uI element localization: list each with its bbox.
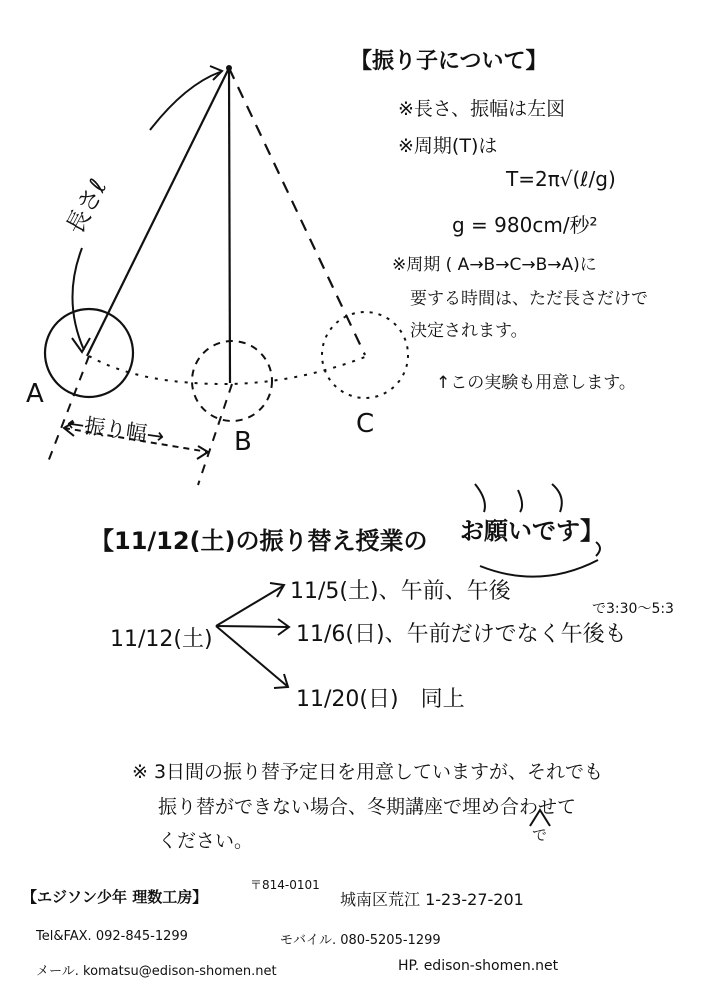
footer-postal: 〒814-0101 bbox=[250, 878, 320, 892]
footer-mobile: モバイル. 080-5205-1299 bbox=[280, 933, 441, 948]
branch-arrow-2 bbox=[216, 626, 288, 627]
notice-line-2: 振り替ができない場合、冬期講座で埋め合わせて bbox=[158, 796, 577, 818]
pendulum-title: 【振り子について】 bbox=[350, 49, 548, 74]
footer-tel: Tel&FAX. 092-845-1299 bbox=[36, 929, 188, 944]
pendulum-string-c bbox=[229, 68, 365, 355]
amplitude-guide-right bbox=[198, 384, 232, 485]
notice-line-3: ください。 bbox=[158, 830, 254, 852]
note-period-detail-3: 決定されます。 bbox=[410, 321, 528, 341]
note-period-detail-2: 要する時間は、ただ長さだけで bbox=[410, 289, 648, 309]
notice-line-1: ※ 3日間の振り替予定日を用意していますが、それでも bbox=[132, 761, 604, 783]
formula-gravity: g = 980cm/秒² bbox=[452, 213, 598, 237]
origin-date: 11/12(土) bbox=[110, 627, 213, 652]
point-b-label: B bbox=[234, 427, 252, 457]
makeup-title-request: お願いです】 bbox=[460, 517, 604, 545]
note-length: ※長さ、振幅は左図 bbox=[398, 98, 566, 120]
makeup-option-1: 11/5(土)、午前、午後 bbox=[290, 579, 511, 604]
amplitude-label: ←振り幅→ bbox=[65, 411, 166, 449]
formula-period: T=2π√(ℓ/g) bbox=[506, 167, 616, 191]
notice-insert-mark: で bbox=[532, 826, 548, 844]
branch-arrow-1 bbox=[216, 586, 283, 626]
amplitude-guide-left bbox=[48, 356, 89, 462]
note-period: ※周期(T)は bbox=[398, 135, 498, 157]
footer-address: 城南区荒江 1-23-27-201 bbox=[340, 890, 524, 909]
length-arrow bbox=[150, 72, 220, 130]
branch-arrow-3 bbox=[216, 626, 287, 686]
note-experiment: ↑この実験も用意します。 bbox=[436, 373, 636, 393]
footer-hp: HP. edison-shomen.net bbox=[398, 958, 559, 974]
point-a-label: A bbox=[26, 379, 44, 409]
footer-school-name: 【エジソン少年 理数工房】 bbox=[22, 888, 208, 906]
makeup-title: 【11/12(土)の振り替え授業の bbox=[90, 527, 428, 555]
pivot-point bbox=[226, 65, 232, 71]
footer-mail: メール. komatsu@edison-shomen.net bbox=[36, 964, 277, 979]
length-arrow-lower bbox=[72, 248, 84, 350]
amplitude-arrowhead-right bbox=[197, 446, 208, 459]
makeup-option-3: 11/20(日) 同上 bbox=[296, 687, 465, 712]
pendulum-string-b bbox=[229, 68, 230, 383]
bob-b bbox=[192, 341, 272, 421]
makeup-option-2: 11/6(日)、午前だけでなく午後も bbox=[296, 622, 627, 647]
time-note: で3:30～5:3 bbox=[592, 601, 674, 617]
length-label: 長さℓ bbox=[60, 174, 113, 239]
note-period-detail-1: ※周期 ( A→B→C→B→A)に bbox=[392, 255, 597, 275]
point-c-label: C bbox=[356, 409, 375, 439]
emphasis-swoosh-top bbox=[475, 484, 562, 512]
